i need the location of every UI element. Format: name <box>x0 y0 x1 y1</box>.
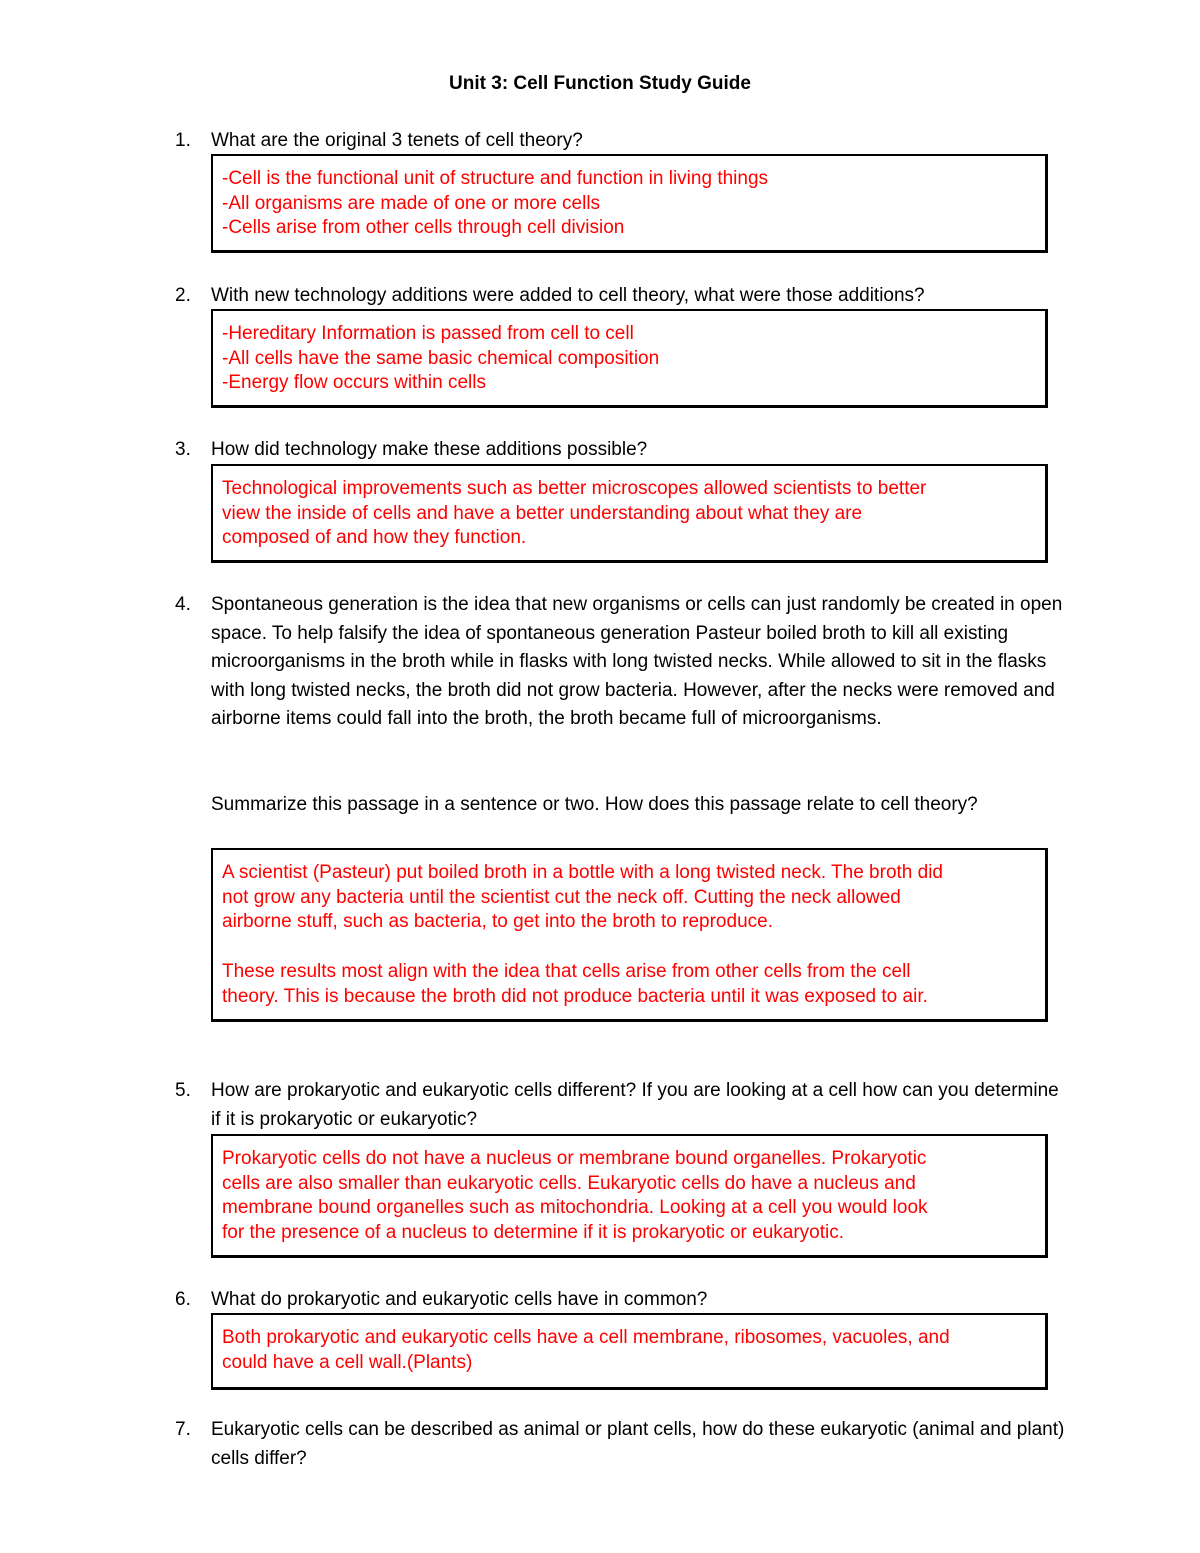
answer-line: Prokaryotic cells do not have a nucleus or membrane bound organelles. Prokaryotic <box>222 1148 927 1169</box>
question-number: 1. <box>175 130 191 151</box>
answer-line: airborne stuff, such as bacteria, to get into the broth to reproduce. <box>222 911 773 933</box>
question-number: 5. <box>175 1080 191 1101</box>
answer-line: cells are also smaller than eukaryotic cells. Eukaryotic cells do have a nucleus and <box>222 1172 916 1194</box>
answer-paragraph <box>222 861 1045 935</box>
question-number: 7. <box>175 1419 191 1440</box>
question-text: What are the original 3 tenets of cell theory? <box>211 130 583 151</box>
answer-line: -All organisms are made of one or more cells <box>222 192 601 214</box>
answer-line: composed of and how they function. <box>222 527 527 549</box>
answer-line: Both prokaryotic and eukaryotic cells have a cell membrane, ribosomes, vacuoles, and <box>222 1327 950 1348</box>
answer-line: could have a cell wall.(Plants) <box>222 1351 473 1373</box>
question-text: How are prokaryotic and eukaryotic cells different? If you are looking at a cell how can you determine if it is prokaryotic or eukaryotic? <box>211 1080 1059 1130</box>
question-number: 4. <box>175 594 191 615</box>
question-text: Spontaneous generation is the idea that new organisms or cells can just randomly be created in open space. To help falsify the idea of spontaneous generation Pasteur boiled broth to kill all existing microorganisms in the broth while in flasks with long twisted necks. While allowed to sit in the flasks with long twisted necks, the broth did not grow bacteria. However, after the necks were removed and airborne items could fall into the broth, the broth became full of microorganisms. <box>211 594 1063 730</box>
question-number: 2. <box>175 285 191 306</box>
question-text: How did technology make these additions possible? <box>211 439 648 460</box>
answer-line: membrane bound organelles such as mitochondria. Looking at a cell you would look <box>222 1197 928 1219</box>
page-title: Unit 3: Cell Function Study Guide <box>449 73 751 94</box>
answer-line: not grow any bacteria until the scientist cut the neck off. Cutting the neck allowed <box>222 886 901 908</box>
answer-box-6 <box>211 1313 1048 1390</box>
question-text: What do prokaryotic and eukaryotic cells have in common? <box>211 1289 708 1310</box>
answer-line: -Hereditary Information is passed from cell to cell <box>222 323 634 344</box>
answer-line: These results most align with the idea that cells arise from other cells from the cell <box>222 961 911 983</box>
answer-box-5 <box>211 1134 1048 1258</box>
answer-line: Technological improvements such as better microscopes allowed scientists to better <box>222 478 927 499</box>
answer-line: -All cells have the same basic chemical composition <box>222 347 660 369</box>
answer-box-2 <box>211 309 1048 408</box>
question-number: 6. <box>175 1289 191 1310</box>
answer-line: -Cells arise from other cells through cell division <box>222 217 625 239</box>
answer-line: view the inside of cells and have a better understanding about what they are <box>222 502 863 524</box>
answer-line: for the presence of a nucleus to determine if it is prokaryotic or eukaryotic. <box>222 1222 845 1244</box>
answer-line: A scientist (Pasteur) put boiled broth in a bottle with a long twisted neck. The broth did <box>222 862 943 883</box>
answer-paragraph <box>222 960 1045 1009</box>
question-number: 3. <box>175 439 191 460</box>
question-text: Eukaryotic cells can be described as animal or plant cells, how do these eukaryotic (animal and plant) cells differ? <box>211 1419 1065 1469</box>
answer-line: theory. This is because the broth did not produce bacteria until it was exposed to air. <box>222 985 928 1007</box>
answer-line: -Energy flow occurs within cells <box>222 372 486 394</box>
answer-box-3 <box>211 464 1048 563</box>
answer-box-1 <box>211 154 1048 253</box>
question-prompt: Summarize this passage in a sentence or two. How does this passage relate to cell theory? <box>211 794 978 815</box>
answer-line: -Cell is the functional unit of structure and function in living things <box>222 168 769 189</box>
question-text: With new technology additions were added to cell theory, what were those additions? <box>211 285 925 306</box>
answer-box-4 <box>211 848 1048 1022</box>
